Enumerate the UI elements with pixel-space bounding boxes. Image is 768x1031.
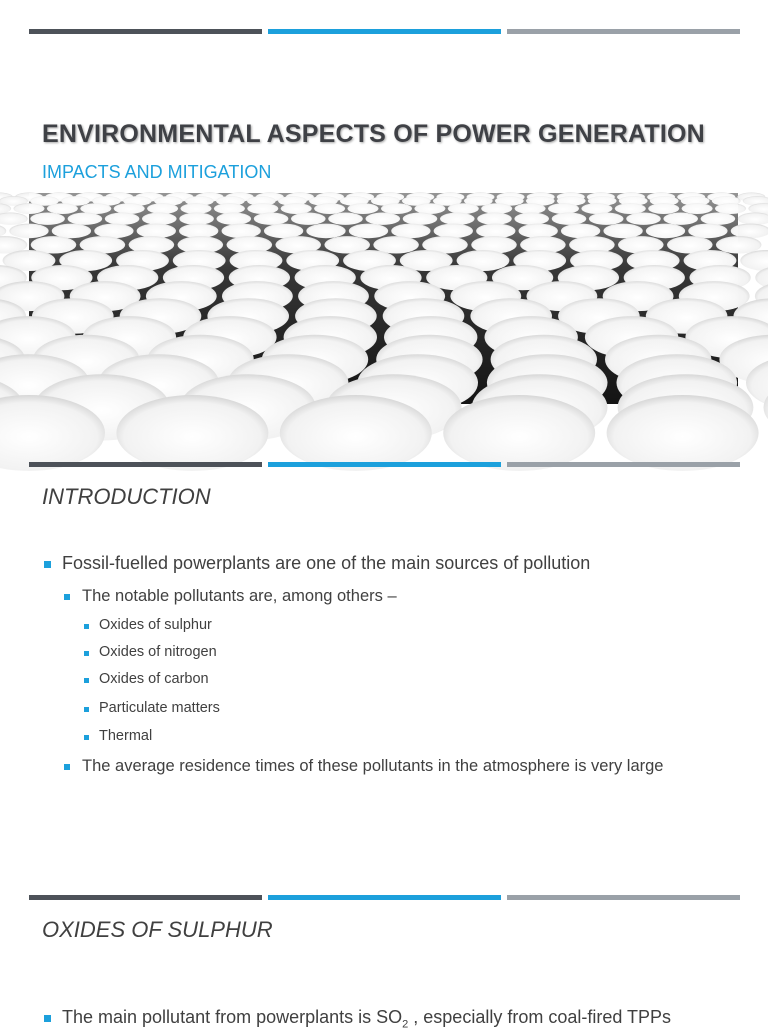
bullet-text: The average residence times of these pollutants in the atmosphere is very large [82, 757, 663, 775]
slide-title: ENVIRONMENTAL ASPECTS OF POWER GENERATION [42, 120, 705, 149]
bullet-text: Particulate matters [99, 700, 220, 716]
bullet-square-icon [84, 624, 89, 629]
bullet-item [99, 644, 217, 660]
bullet-item [82, 587, 397, 606]
bullet-text: The notable pollutants are, among others – [82, 587, 397, 605]
bullet-square-icon [84, 707, 89, 712]
section-heading-oxides-of-sulphur: OXIDES OF SULPHUR [42, 917, 273, 943]
divider-segment-blue [268, 895, 501, 900]
bullet-text-end: , especially from coal-fired TPPs [408, 1007, 671, 1027]
bullet-text: Oxides of carbon [99, 671, 209, 687]
top-divider-slide1 [29, 29, 740, 34]
subscript-2: 2 [402, 1019, 408, 1031]
slide-subtitle: IMPACTS AND MITIGATION [42, 162, 271, 183]
bullet-square-icon [84, 735, 89, 740]
hero-disc [0, 213, 28, 225]
divider-segment-gray [507, 895, 740, 900]
divider-segment-dark [29, 895, 262, 900]
hero-disc [607, 395, 759, 471]
bullet-item [82, 757, 663, 776]
section-heading-introduction: INTRODUCTION [42, 484, 211, 510]
hero-image [29, 193, 738, 404]
bullet-text: Thermal [99, 728, 152, 744]
top-divider-slide3 [29, 895, 740, 900]
divider-segment-dark [29, 462, 262, 467]
hero-disc [280, 395, 432, 471]
divider-segment-blue [268, 462, 501, 467]
bullet-square-icon [44, 561, 51, 568]
divider-segment-gray [507, 29, 740, 34]
hero-disc [443, 395, 595, 471]
bullet-square-icon [84, 651, 89, 656]
divider-segment-gray [507, 462, 740, 467]
bullet-text [62, 1007, 671, 1027]
bullet-square-icon [84, 678, 89, 683]
bullet-square-icon [64, 594, 70, 600]
divider-segment-dark [29, 29, 262, 34]
bullet-item [99, 728, 152, 744]
bullet-item [62, 1007, 671, 1031]
hero-disc [116, 395, 268, 471]
bullet-square-icon [64, 764, 70, 770]
bullet-square-icon [44, 1015, 51, 1022]
divider-segment-blue [268, 29, 501, 34]
hero-disc [738, 213, 768, 225]
bullet-text: Fossil-fuelled powerplants are one of the main sources of pollution [62, 553, 590, 573]
bullet-item [99, 617, 212, 633]
top-divider-slide2 [29, 462, 740, 467]
bullet-item [62, 553, 590, 574]
bullet-item [99, 700, 220, 716]
bullet-text: Oxides of sulphur [99, 617, 212, 633]
hero-disc [0, 224, 6, 239]
bullet-item [99, 671, 209, 687]
bullet-text-start: The main pollutant from powerplants is SO [62, 1007, 402, 1027]
bullet-text: Oxides of nitrogen [99, 644, 217, 660]
